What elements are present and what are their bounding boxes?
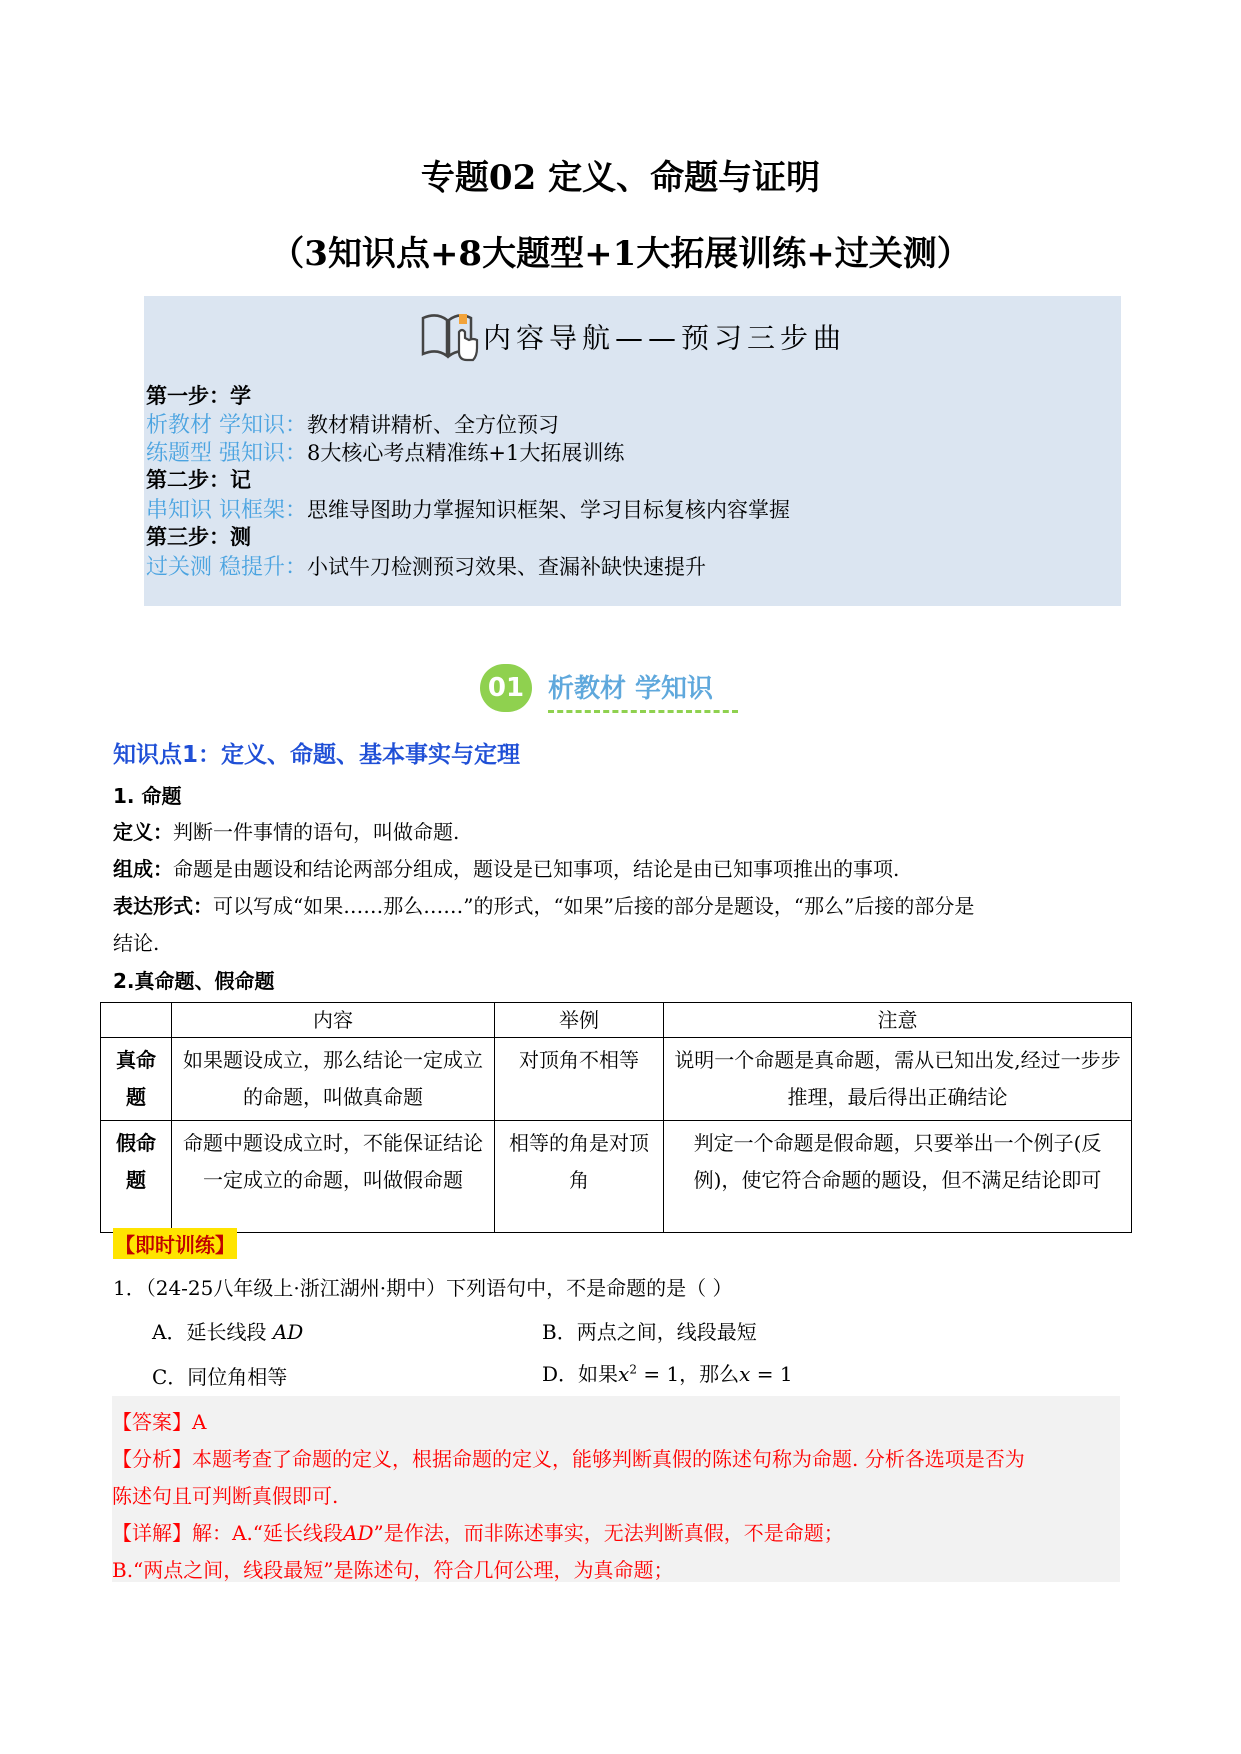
nav-row-3 <box>146 493 790 524</box>
table-cell-example: 相等的角是对顶角 <box>495 1121 664 1233</box>
option-d-eq1: = 1 <box>636 1362 680 1386</box>
nav-row-4 <box>146 550 706 581</box>
table-cell-content: 如果题设成立，那么结论一定成立的命题，叫做真命题 <box>172 1038 495 1121</box>
expression-text: 可以写成“如果……那么……”的形式，“如果”后接的部分是题设，“那么”后接的部分是 <box>213 894 975 918</box>
nav-header <box>144 308 1121 371</box>
nav-row-1 <box>146 408 559 439</box>
nav-row-4-label: 过关测 稳提升： <box>146 555 307 580</box>
document-title: 专题02 定义、命题与证明 <box>420 158 821 198</box>
option-a <box>152 1316 303 1345</box>
nav-row-3-label: 串知识 识框架： <box>146 498 307 523</box>
detail-post: ”是作法，而非陈述事实，无法判断真假，不是命题； <box>373 1521 844 1545</box>
option-a-math: AD <box>272 1320 304 1344</box>
table-cell-example: 对顶角不相等 <box>495 1038 664 1121</box>
table-row-head: 假命题 <box>101 1121 172 1233</box>
definition-label: 定义： <box>113 820 173 844</box>
nav-header-text: 内容导航——预习三步曲 <box>482 321 846 355</box>
content-navigation-box <box>144 296 1121 606</box>
step-one: 第一步：学 <box>146 384 251 408</box>
table-cell-note: 判定一个命题是假命题，只要举出一个例子(反例)，使它符合命题的题设，但不满足结论即可 <box>664 1121 1132 1233</box>
section-number: 01 <box>480 664 532 712</box>
table-header-row <box>101 1003 1132 1038</box>
expression-label: 表达形式： <box>113 894 213 918</box>
true-false-proposition-table <box>100 1002 1132 1233</box>
detail-line-2: B.“两点之间，线段最短”是陈述句，符合几何公理，为真命题； <box>112 1558 674 1582</box>
table-header-cell: 举例 <box>495 1003 664 1038</box>
analysis-line-2: 陈述句且可判断真假即可. <box>112 1484 339 1508</box>
analysis-line-1: 【分析】本题考查了命题的定义，根据命题的定义，能够判断真假的陈述句称为命题. 分析各选项是否为 <box>112 1447 1025 1471</box>
definition-text: 判断一件事情的语句，叫做命题. <box>173 820 460 844</box>
expression-continued: 结论. <box>113 931 160 955</box>
option-d <box>542 1358 793 1387</box>
step-three: 第三步：测 <box>146 525 251 549</box>
option-d-mid: ，那么 <box>679 1362 740 1386</box>
section-title: 析教材 学知识 <box>548 674 714 704</box>
table-header-cell: 内容 <box>172 1003 495 1038</box>
composition-label: 组成： <box>113 857 173 881</box>
nav-row-4-text: 小试牛刀检测预习效果、查漏补缺快速提升 <box>307 555 706 579</box>
nav-row-1-text: 教材精讲精析、全方位预习 <box>307 413 559 437</box>
option-d-exponent: 2 <box>629 1362 637 1377</box>
detail-pre: 【详解】解：A.“延长线段 <box>112 1521 344 1545</box>
option-a-label: A．延长线段 <box>152 1320 267 1344</box>
composition-text: 命题是由题设和结论两部分组成，题设是已知事项，结论是由已知事项推出的事项. <box>173 857 900 881</box>
table-header-cell: 注意 <box>664 1003 1132 1038</box>
option-d-var2: x <box>739 1362 751 1386</box>
heading-proposition: 1. 命题 <box>113 784 182 808</box>
heading-true-false: 2.真命题、假命题 <box>113 969 275 993</box>
composition-line <box>113 853 899 882</box>
detail-line-1 <box>112 1517 844 1546</box>
question-1: 1．（24-25八年级上·浙江湖州·期中）下列语句中，不是命题的是（ ） <box>113 1276 733 1300</box>
table-cell-content: 命题中题设成立时，不能保证结论一定成立的命题，叫做假命题 <box>172 1121 495 1233</box>
step-two: 第二步：记 <box>146 468 251 492</box>
table-row <box>101 1038 1132 1121</box>
answer-box <box>112 1396 1120 1582</box>
table-cell-note: 说明一个命题是真命题，需从已知出发,经过一步步推理，最后得出正确结论 <box>664 1038 1132 1121</box>
book-pointer-icon <box>419 308 479 371</box>
section-underline <box>548 710 738 713</box>
definition-line <box>113 816 459 845</box>
answer-line: 【答案】A <box>112 1410 207 1434</box>
nav-row-1-label: 析教材 学知识： <box>146 413 307 438</box>
nav-row-3-text: 思维导图助力掌握知识框架、学习目标复核内容掌握 <box>307 498 790 522</box>
detail-math: AD <box>343 1521 374 1545</box>
option-d-eq2: = 1 <box>750 1362 793 1386</box>
table-row-head: 真命题 <box>101 1038 172 1121</box>
option-b: B．两点之间，线段最短 <box>542 1320 757 1344</box>
option-d-label: D．如果 <box>542 1362 619 1386</box>
document-subtitle: （3知识点+8大题型+1大拓展训练+过关测） <box>270 234 971 274</box>
knowledge-point-title: 知识点1：定义、命题、基本事实与定理 <box>113 742 521 768</box>
option-c: C．同位角相等 <box>152 1365 288 1389</box>
nav-row-2-label: 练题型 强知识： <box>146 441 307 466</box>
option-d-var1: x <box>618 1362 630 1386</box>
nav-row-2 <box>146 436 624 467</box>
table-row <box>101 1121 1132 1233</box>
expression-line <box>113 890 974 919</box>
nav-row-2-text: 8大核心考点精准练+1大拓展训练 <box>307 441 625 465</box>
instant-training-tag: 【即时训练】 <box>113 1228 237 1259</box>
table-header-cell <box>101 1003 172 1038</box>
